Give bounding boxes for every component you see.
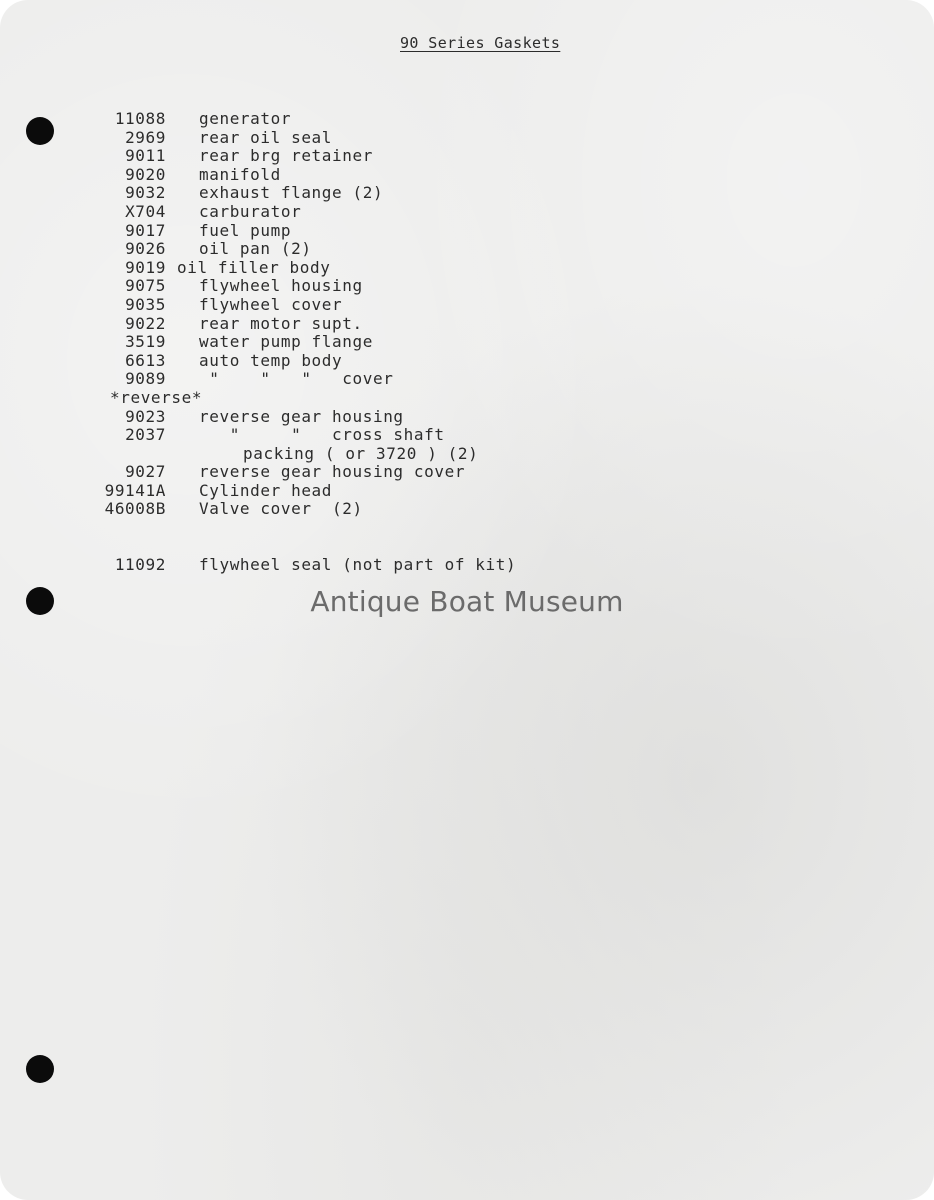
parts-list: [0, 110, 934, 575]
list-item: [0, 203, 934, 222]
list-item: [0, 296, 934, 315]
part-number: 2037: [125, 425, 166, 445]
part-description: Cylinder head: [199, 480, 333, 500]
list-item: [0, 129, 934, 148]
list-item: [0, 370, 934, 389]
part-number: 9027: [125, 462, 166, 482]
part-number: 3519: [125, 332, 166, 352]
list-item: [0, 259, 934, 278]
part-number: 9017: [125, 220, 166, 240]
list-item: [0, 500, 934, 519]
part-number: 11088: [114, 109, 166, 128]
part-description: rear brg retainer: [199, 146, 373, 166]
part-description: " " cross shaft: [199, 425, 445, 445]
list-item: [0, 222, 934, 241]
part-number: 9032: [125, 183, 166, 203]
part-description: oil filler body: [177, 257, 331, 277]
part-description: reverse gear housing: [199, 406, 404, 426]
part-number: 46008B: [104, 499, 166, 519]
list-item: [0, 315, 934, 334]
part-description: exhaust flange (2): [199, 183, 384, 203]
part-description: flywheel housing: [199, 276, 363, 296]
part-description: flywheel cover: [199, 294, 343, 314]
list-item: [0, 482, 934, 501]
part-number: 9022: [125, 313, 166, 333]
part-number: 9011: [125, 146, 166, 166]
part-number: 9026: [125, 239, 166, 259]
list-item: [0, 277, 934, 296]
list-item: [0, 333, 934, 352]
museum-watermark: [0, 585, 934, 618]
part-description: rear motor supt.: [199, 313, 363, 333]
part-number: 2969: [125, 127, 166, 147]
spacer: [0, 519, 934, 556]
list-item: [0, 184, 934, 203]
section-header: *reverse*: [110, 387, 203, 407]
part-description-continuation: packing ( or 3720 ) (2): [243, 443, 479, 463]
list-item: [0, 352, 934, 371]
part-number: 9020: [125, 164, 166, 184]
section-header-row: [0, 389, 934, 408]
part-description: fuel pump: [199, 220, 292, 240]
part-number: 9089: [125, 369, 166, 389]
part-number: 11092: [114, 555, 166, 575]
part-number: X704: [125, 201, 166, 221]
list-item: [0, 166, 934, 185]
list-item: [0, 463, 934, 482]
list-item: [0, 240, 934, 259]
list-item: [0, 110, 934, 129]
part-number: 99141A: [104, 480, 166, 500]
part-description: rear oil seal: [199, 127, 333, 147]
part-description: auto temp body: [199, 350, 343, 370]
part-number: 9023: [125, 406, 166, 426]
part-description: water pump flange: [199, 332, 373, 352]
continuation-row: [0, 445, 934, 464]
list-item: [0, 556, 934, 575]
part-description: oil pan (2): [199, 239, 312, 259]
watermark-text: Antique Boat Museum: [310, 585, 624, 618]
part-description: Valve cover (2): [199, 499, 363, 519]
list-item: [0, 147, 934, 166]
list-item: [0, 408, 934, 427]
part-description: " " " cover: [199, 369, 394, 389]
part-description: carburator: [199, 201, 302, 221]
part-description: manifold: [199, 164, 281, 184]
list-item: [0, 426, 934, 445]
part-description: flywheel seal (not part of kit): [199, 555, 517, 575]
punch-hole-bottom: [26, 1055, 54, 1083]
part-number: 9035: [125, 294, 166, 314]
part-description: reverse gear housing cover: [199, 462, 466, 482]
page-title: 90 Series Gaskets: [400, 34, 561, 52]
part-description: generator: [199, 109, 292, 128]
part-number: 9075: [125, 276, 166, 296]
part-number: 6613: [125, 350, 166, 370]
part-number: 9019: [125, 257, 166, 277]
